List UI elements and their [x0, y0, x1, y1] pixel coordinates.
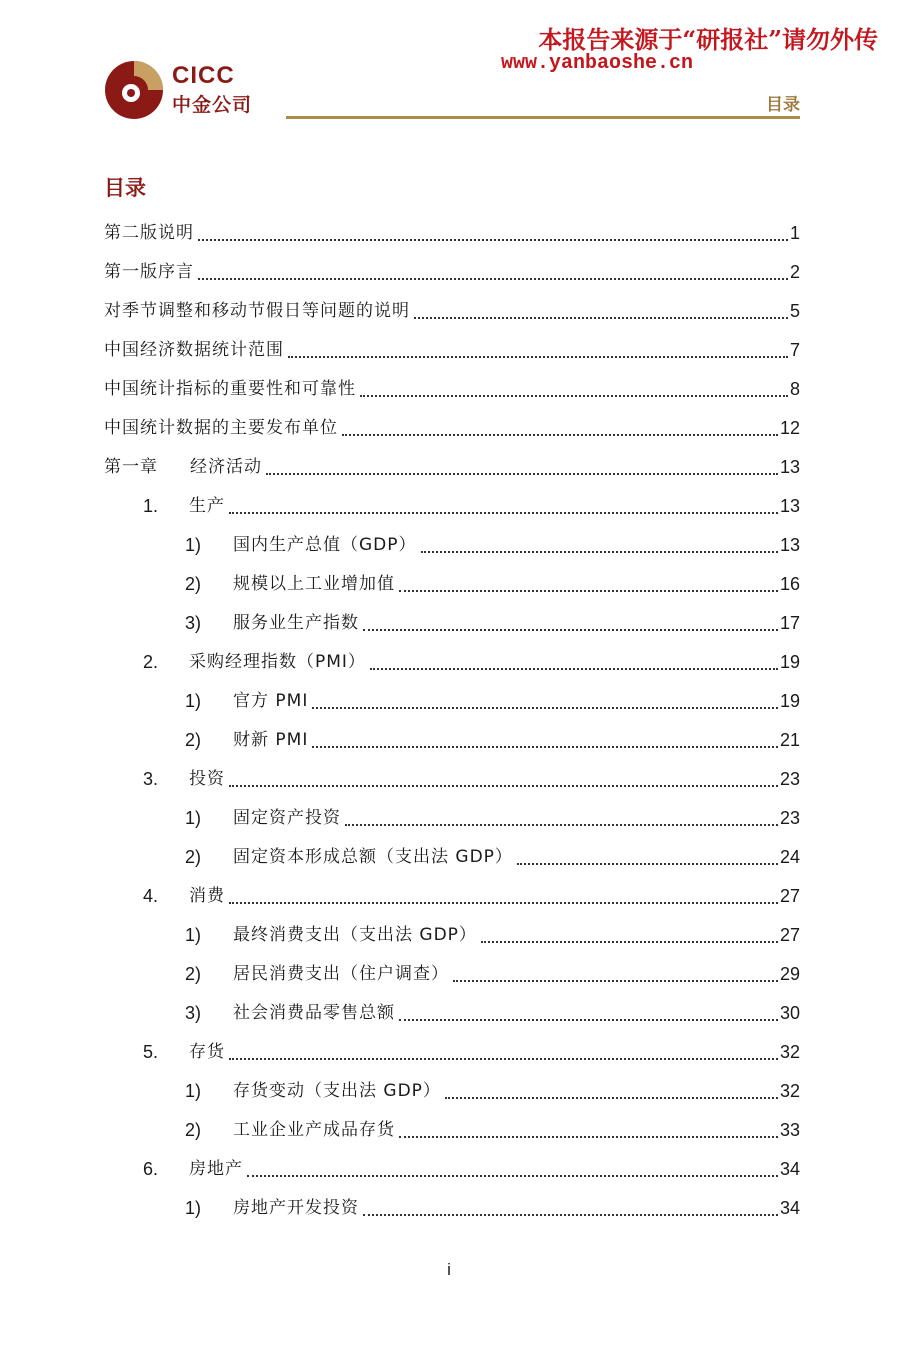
toc-entry-label: 对季节调整和移动节假日等问题的说明 [104, 301, 410, 321]
toc-entry-label: 中国经济数据统计范围 [104, 340, 284, 360]
toc-entry-label: 居民消费支出（住户调查） [233, 964, 449, 984]
toc-dot-leader [266, 473, 778, 475]
toc-entry-number: 2) [185, 964, 202, 984]
toc-dot-leader [198, 239, 788, 241]
toc-title: 目录 [104, 176, 146, 200]
toc-entry-page: 7 [789, 340, 800, 360]
toc-entry[interactable] [104, 448, 800, 487]
toc-entry-label: 工业企业产成品存货 [233, 1120, 395, 1140]
toc-entry-page: 13 [779, 457, 800, 477]
toc-entry[interactable] [104, 370, 800, 409]
toc-entry[interactable] [104, 292, 800, 331]
toc-entry-page: 12 [779, 418, 800, 438]
toc-entry-number: 3) [185, 613, 202, 633]
toc-entry-number: 2) [185, 730, 202, 750]
toc-entry-number: 6. [143, 1159, 159, 1179]
toc-dot-leader [517, 863, 778, 865]
toc-dot-leader [288, 356, 788, 358]
toc-dot-leader [229, 902, 778, 904]
toc-entry-number: 5. [143, 1042, 159, 1062]
header-section-label: 目录 [766, 95, 800, 115]
toc-entry[interactable] [185, 565, 800, 604]
toc-entry-number: 2. [143, 652, 159, 672]
toc-dot-leader [399, 590, 778, 592]
toc-entry-label: 中国统计数据的主要发布单位 [104, 418, 338, 438]
toc-dot-leader [414, 317, 788, 319]
toc-entry-page: 19 [779, 652, 800, 672]
toc-entry-number: 4. [143, 886, 159, 906]
toc-entry[interactable] [143, 877, 800, 916]
toc-entry-label: 固定资产投资 [233, 808, 341, 828]
toc-dot-leader [370, 668, 778, 670]
toc-dot-leader [229, 785, 778, 787]
toc-dot-leader [445, 1097, 778, 1099]
toc-entry[interactable] [185, 838, 800, 877]
toc-dot-leader [363, 629, 778, 631]
toc-entry-page: 16 [779, 574, 800, 594]
toc-entry[interactable] [143, 760, 800, 799]
toc-dot-leader [229, 1058, 778, 1060]
toc-entry-page: 13 [779, 535, 800, 555]
toc-entry-page: 29 [779, 964, 800, 984]
toc-entry-label: 房地产开发投资 [233, 1198, 359, 1218]
toc-entry[interactable] [185, 526, 800, 565]
page-number: i [447, 1260, 451, 1279]
header-divider [286, 116, 800, 119]
toc-entry-number: 1) [185, 535, 202, 555]
toc-dot-leader [342, 434, 778, 436]
toc-entry-page: 32 [779, 1042, 800, 1062]
toc-entry-page: 27 [779, 886, 800, 906]
toc-entry[interactable] [185, 1072, 800, 1111]
toc-entry[interactable] [185, 916, 800, 955]
toc-entry-number: 2) [185, 574, 202, 594]
toc-entry[interactable] [143, 1033, 800, 1072]
toc-entry-label: 固定资本形成总额（支出法 GDP） [233, 847, 513, 867]
brand-en: CICC [172, 62, 235, 89]
toc-dot-leader [481, 941, 778, 943]
toc-entry-page: 27 [779, 925, 800, 945]
watermark-url: www.yanbaoshe.cn [501, 52, 694, 75]
cicc-logo [104, 60, 264, 120]
toc-entry[interactable] [143, 643, 800, 682]
toc-entry-page: 2 [789, 262, 800, 282]
toc-entry-page: 19 [779, 691, 800, 711]
toc-entry-number: 3) [185, 1003, 202, 1023]
toc-entry-page: 8 [789, 379, 800, 399]
toc-entry-page: 24 [779, 847, 800, 867]
toc-entry[interactable] [185, 1189, 800, 1228]
toc-entry-number: 1. [143, 496, 159, 516]
toc-entry-label: 服务业生产指数 [233, 613, 359, 633]
toc-entry-page: 1 [789, 223, 800, 243]
toc-entry-page: 32 [779, 1081, 800, 1101]
toc-entry-page: 23 [779, 769, 800, 789]
toc-entry-number: 1) [185, 925, 202, 945]
toc-dot-leader [312, 707, 778, 709]
toc-entry[interactable] [185, 1111, 800, 1150]
toc-dot-leader [345, 824, 778, 826]
toc-entry[interactable] [185, 799, 800, 838]
toc-entry-label: 最终消费支出（支出法 GDP） [233, 925, 477, 945]
toc-entry-page: 34 [779, 1198, 800, 1218]
toc-entry[interactable] [143, 1150, 800, 1189]
watermark-text: 本报告来源于“研报社”请勿外传 [538, 25, 878, 54]
toc-entry[interactable] [185, 604, 800, 643]
toc-entry-number: 第一章 [104, 457, 158, 477]
toc-entry-label: 存货 [189, 1042, 225, 1062]
toc-entry[interactable] [185, 955, 800, 994]
toc-entry-page: 17 [779, 613, 800, 633]
toc-entry-number: 1) [185, 691, 202, 711]
toc-entry-page: 13 [779, 496, 800, 516]
toc-entry[interactable] [104, 409, 800, 448]
toc-dot-leader [198, 278, 788, 280]
toc-entry-number: 1) [185, 1081, 202, 1101]
toc-entry-label: 存货变动（支出法 GDP） [233, 1081, 441, 1101]
toc-entry-page: 23 [779, 808, 800, 828]
toc-dot-leader [363, 1214, 778, 1216]
toc-dot-leader [399, 1019, 778, 1021]
toc-dot-leader [247, 1175, 778, 1177]
toc-entry-label: 生产 [189, 496, 225, 516]
toc-entry[interactable] [185, 682, 800, 721]
toc-entry-label: 第一版序言 [104, 262, 194, 282]
toc-dot-leader [312, 746, 778, 748]
toc-entry-page: 5 [789, 301, 800, 321]
toc-entry-label: 采购经理指数（PMI） [189, 652, 366, 672]
toc-entry-page: 30 [779, 1003, 800, 1023]
toc-entry[interactable] [143, 487, 800, 526]
toc-entry-page: 21 [779, 730, 800, 750]
toc-dot-leader [229, 512, 778, 514]
toc-entry-label: 国内生产总值（GDP） [233, 535, 417, 555]
toc-entry-page: 33 [779, 1120, 800, 1140]
brand-cn: 中金公司 [172, 94, 253, 116]
toc-entry[interactable] [185, 721, 800, 760]
toc-entry[interactable] [104, 253, 800, 292]
toc-dot-leader [421, 551, 778, 553]
toc-entry-label: 财新 PMI [233, 730, 309, 750]
toc-entry-number: 2) [185, 1120, 202, 1140]
toc-entry-label: 中国统计指标的重要性和可靠性 [104, 379, 356, 399]
toc-entry-number: 1) [185, 808, 202, 828]
toc-entry-number: 1) [185, 1198, 202, 1218]
toc-entry-label: 消费 [189, 886, 225, 906]
toc-dot-leader [360, 395, 788, 397]
toc-entry-label: 房地产 [189, 1159, 243, 1179]
toc-dot-leader [399, 1136, 778, 1138]
toc-entry[interactable] [185, 994, 800, 1033]
toc-entry-number: 2) [185, 847, 202, 867]
toc-entry-page: 34 [779, 1159, 800, 1179]
toc-entry[interactable] [104, 214, 800, 253]
toc-entry-label: 第二版说明 [104, 223, 194, 243]
cicc-logo-icon [104, 60, 164, 120]
toc-entry-label: 规模以上工业增加值 [233, 574, 395, 594]
toc-entry[interactable] [104, 331, 800, 370]
toc-dot-leader [453, 980, 778, 982]
toc-entry-label: 投资 [189, 769, 225, 789]
toc-entry-number: 3. [143, 769, 159, 789]
toc-entry-label: 社会消费品零售总额 [233, 1003, 395, 1023]
toc-entry-label: 官方 PMI [233, 691, 309, 711]
toc-entry-label: 经济活动 [190, 457, 262, 477]
